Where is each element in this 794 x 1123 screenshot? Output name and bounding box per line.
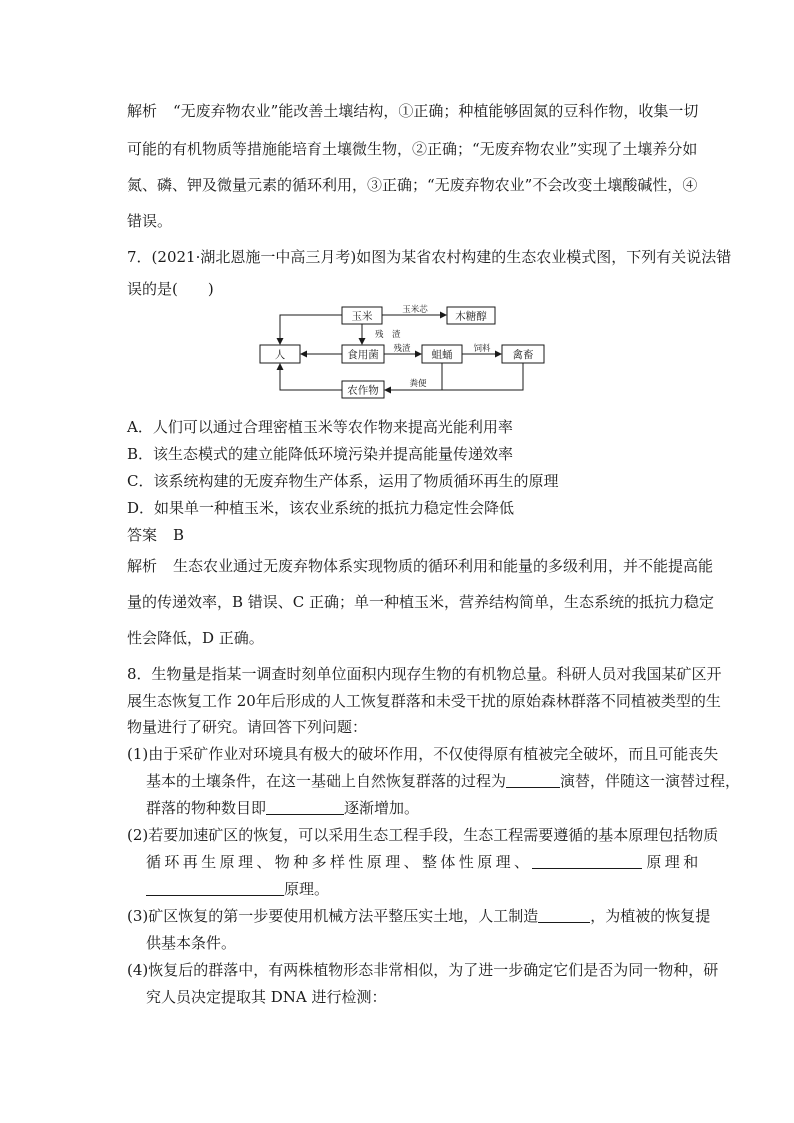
answer-blank-1[interactable] — [506, 772, 560, 788]
node-xylitol: 木糖醇 — [455, 310, 487, 323]
edge-label-corn-cob: 玉米芯 — [402, 305, 428, 315]
q7-option-d: D．如果单一种植玉米，该农业系统的抵抗力稳定性会降低 — [127, 499, 515, 517]
q8-part1-line-3: 群落的物种数目即 逐渐增加。 — [146, 799, 420, 817]
node-human: 人 — [274, 349, 286, 361]
q7-answer — [127, 524, 184, 545]
q6-analysis-line-2: 可能的有机物质等措施能培育土壤微生物，②正确；“无废弃物农业”实现了土壤养分如 — [127, 140, 698, 158]
q8-stem-line-3: 物量进行了研究。请回答下列问题： — [127, 718, 368, 736]
edge-label-manure: 粪便 — [409, 379, 427, 389]
arrow-crops-human — [280, 364, 342, 390]
node-maggot: 蛆蛹 — [431, 349, 453, 361]
q8-part1-line-2: 基本的土壤条件，在这一基础上自然恢复群落的过程为 演替，伴随这一演替过程， — [146, 772, 741, 790]
answer-blank-3[interactable] — [532, 853, 642, 869]
q8-stem-line-1: 8．生物量是指某一调查时刻单位面积内现存生物的有机物总量。科研人员对我国某矿区开 — [127, 665, 722, 683]
edge-label-residue-1: 残 渣 — [375, 330, 401, 340]
q7-stem-line-2: 误的是( ) — [127, 280, 214, 298]
q8-part3-line-2: 供基本条件。 — [146, 934, 237, 952]
q6-analysis-line-3: 氮、磷、钾及微量元素的循环利用，③正确；“无废弃物农业”不会改变土壤酸碱性，④ — [127, 176, 698, 194]
q7-analysis-line-3: 性会降低，D 正确。 — [127, 629, 264, 647]
q8-part1-line-1: (1)由于采矿作业对环境具有极大的破坏作用，不仅使得原有植被完全破坏，而且可能丧失 — [127, 745, 719, 763]
edge-label-feed: 饲料 — [473, 344, 491, 354]
q7-stem-line-1: 7．(2021·湖北恩施一中高三月考)如图为某省农村构建的生态农业模式图，下列有关说法错 — [127, 248, 732, 266]
answer-blank-4[interactable] — [146, 880, 284, 896]
analysis-label: 解析 — [127, 557, 158, 575]
answer-value: B — [173, 526, 185, 544]
q7-analysis-line-2: 量的传递效率，B 错误、C 正确；单一种植玉米，营养结构简单，生态系统的抵抗力稳定 — [127, 593, 715, 611]
arrow-corn-human — [280, 315, 342, 344]
node-livestock: 禽畜 — [512, 349, 534, 361]
q7-analysis-line-1: 解析 生态农业通过无废弃物体系实现物质的循环利用和能量的多级利用，并不能提高能 — [127, 557, 714, 575]
q8-part2-line-2: 循环再生原理、物种多样性原理、整体性原理、 原理和 — [146, 853, 702, 871]
node-mushroom: 食用菌 — [347, 349, 379, 361]
q7-option-c: C．该系统构建的无废弃物生产体系，运用了物质循环再生的原理 — [127, 472, 559, 490]
node-corn: 玉米 — [351, 310, 373, 323]
q8-part2-line-3: 原理。 — [146, 878, 329, 899]
q8-part3-line-1: (3)矿区恢复的第一步要使用机械方法平整压实土地，人工制造 ，为植被的恢复提 — [127, 907, 711, 925]
q8-stem-line-2: 展生态恢复工作 20年后形成的人工恢复群落和未受干扰的原始森林群落不同植被类型的生 — [127, 692, 721, 710]
q7-option-b: B．该生态模式的建立能降低环境污染并提高能量传递效率 — [127, 445, 514, 463]
q6-analysis-line-1: 解析 “无废弃物农业”能改善土壤结构，①正确；种植能够固氮的豆科作物，收集一切 — [127, 102, 699, 120]
eco-agriculture-diagram — [255, 300, 555, 400]
q7-option-a: A．人们可以通过合理密植玉米等农作物来提高光能利用率 — [127, 418, 513, 436]
answer-label: 答案 — [127, 526, 158, 544]
q8-part2-line-1: (2)若要加速矿区的恢复，可以采用生态工程手段，生态工程需要遵循的基本原理包括物质 — [127, 826, 719, 844]
analysis-label: 解析 — [127, 102, 158, 120]
answer-blank-2[interactable] — [266, 799, 344, 815]
node-crops: 农作物 — [347, 384, 379, 397]
q8-part4-line-2: 究人员决定提取其 DNA 进行检测： — [146, 988, 387, 1006]
q6-analysis-line-4: 错误。 — [127, 212, 173, 230]
q8-part4-line-1: (4)恢复后的群落中，有两株植物形态非常相似，为了进一步确定它们是否为同一物种，研 — [127, 961, 719, 979]
answer-blank-5[interactable] — [538, 907, 590, 923]
arrow-livestock-crops — [385, 363, 523, 390]
edge-label-residue-2: 残渣 — [393, 344, 411, 354]
